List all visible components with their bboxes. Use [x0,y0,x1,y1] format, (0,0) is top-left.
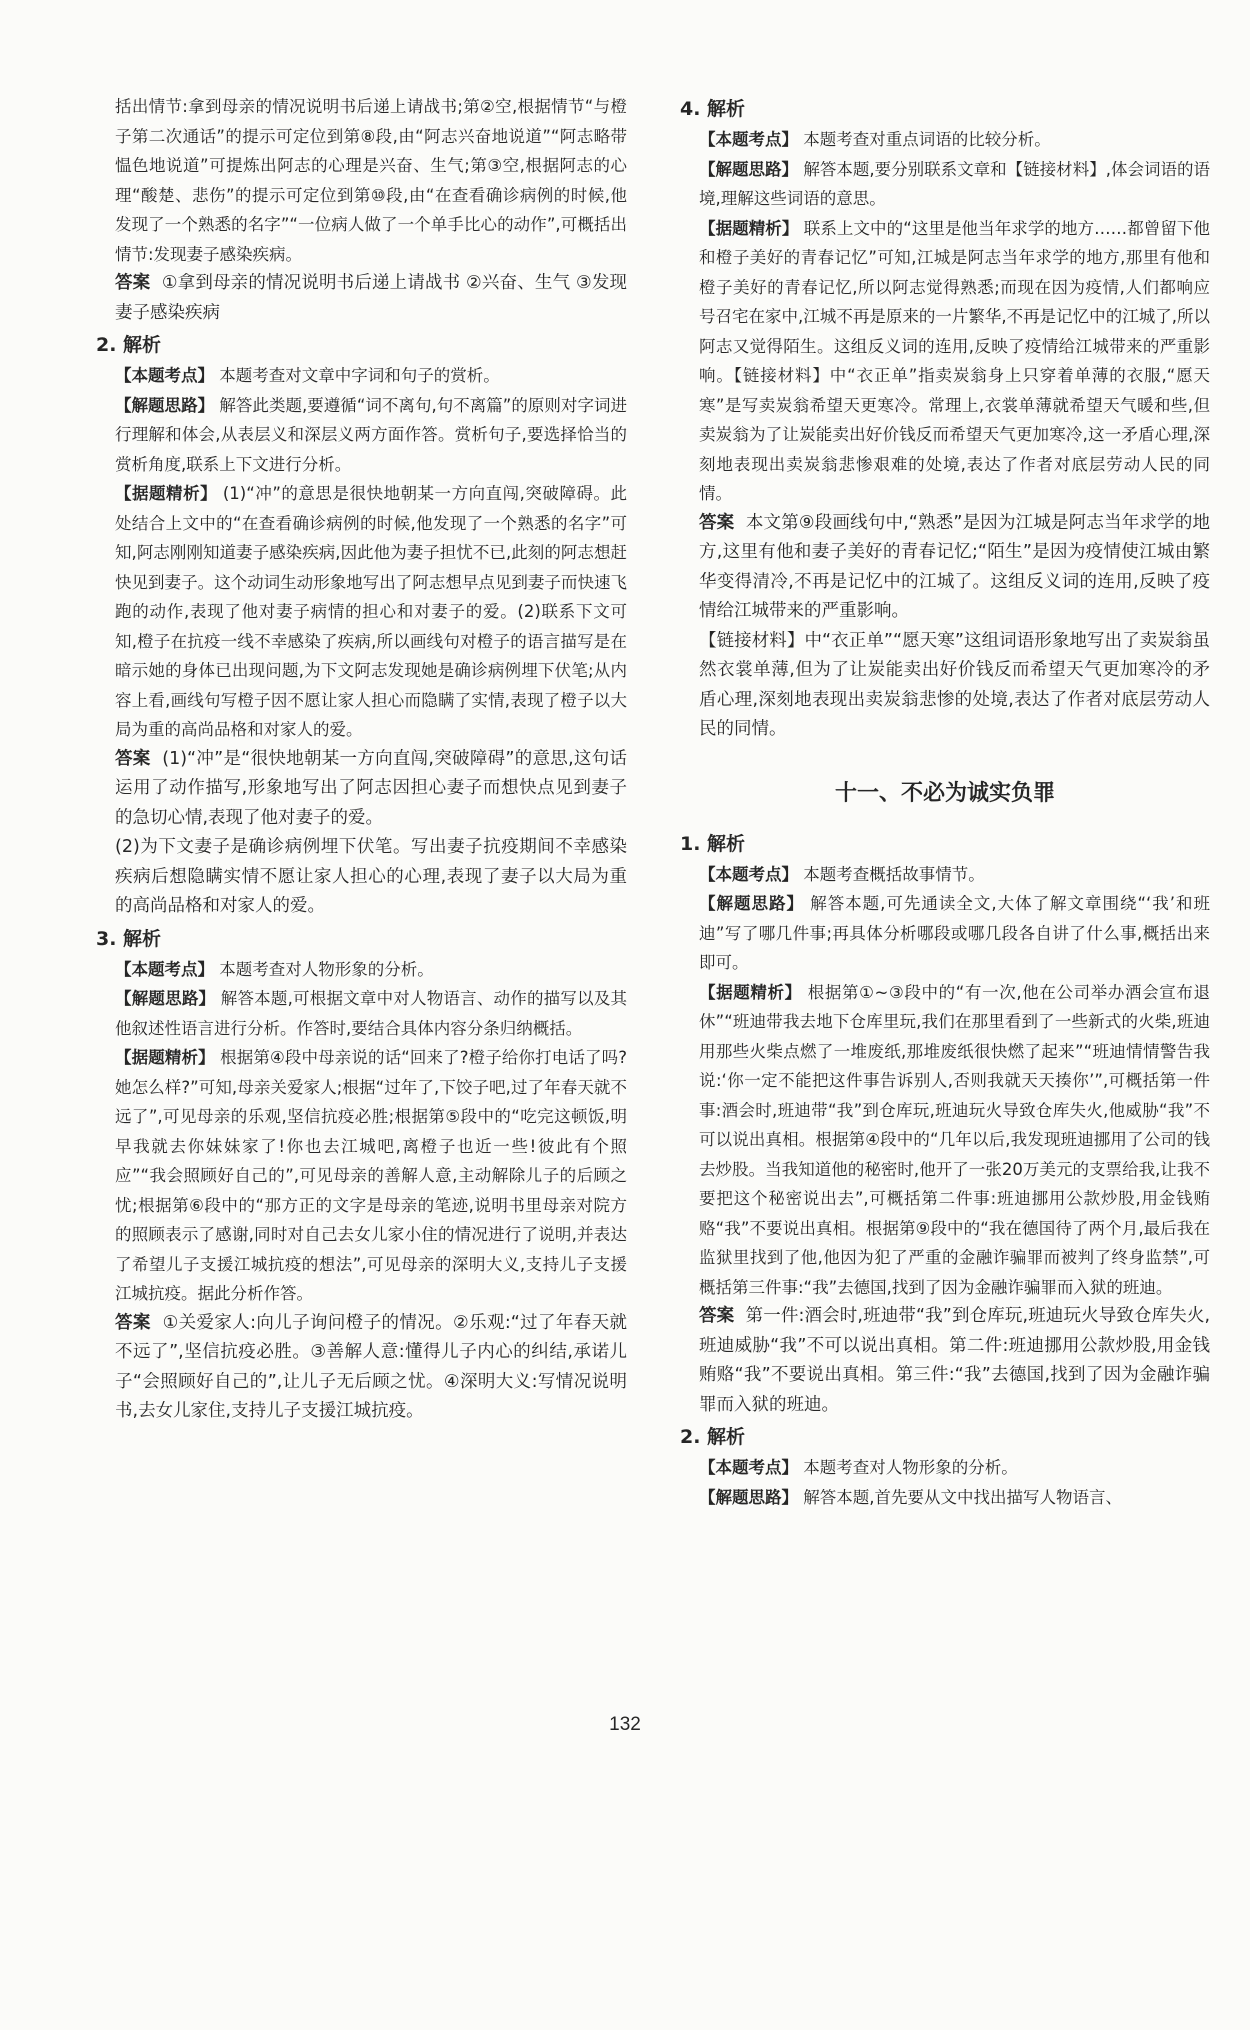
q2-answer [96,745,627,834]
answer-text: ①拿到母亲的情况说明书后递上请战书 ②兴奋、生气 ③发现妻子感染疾病 [115,273,627,323]
s1-idea [680,889,1210,978]
left-column [96,92,627,1427]
tag-label: 【解题思路】 [115,989,216,1008]
q4-answer-2: 【链接材料】中“衣正单”“愿天寒”这组词语形象地写出了卖炭翁虽然衣裳单薄,但为了让炭能卖出好价钱反而希望天气更加寒冷的矛盾心理,深刻地表现出卖炭翁悲惨的处境,表达了作者对底层劳动人民的同情。 [699,630,1210,739]
tag-text: 本题考查对重点词语的比较分析。 [803,130,1051,149]
answer-text: ①关爱家人:向儿子询问橙子的情况。②乐观:“过了年春天就不远了”,坚信抗疫必胜。③善解人意:懂得儿子内心的纠结,承诺儿子“会照顾好自己的”,让儿子无后顾之忧。④深明大义:写情况说明书,去女儿家住,支持儿子支援江城抗疫。 [115,1312,628,1421]
answer-label: 答案 [699,512,735,533]
tag-label: 【解题思路】 [699,1487,798,1507]
q3-point [96,955,627,985]
q2-analysis [96,479,627,745]
tag-text: 解答本题,首先要从文中找出描写人物语言、 [803,1487,1122,1507]
s2-idea [680,1483,1210,1513]
tag-label: 【本题考点】 [699,130,798,149]
s1-analysis [680,978,1210,1303]
tag-text: (1)“冲”的意思是很快地朝某一方向直闯,突破障碍。此处结合上文中的“在查看确诊病例的时候,他发现了一个熟悉的名字”可知,阿志刚刚知道妻子感染疾病,因此他为妻子担忧不已,此刻的阿志想赶快见到妻子。这个动词生动形象地写出了阿志想早点见到妻子而快速飞跑的动作,表现了他对妻子病情的担心和对妻子的爱。(2)联系下文可知,橙子在抗疫一线不幸感染了疾病,所以画线句对橙子的语言描写是在暗示她的身体已出现问题,为下文阿志发现她是确诊病例埋下伏笔;从内容上看,画线句写橙子因不愿让家人担心而隐瞒了实情,表现了橙子以大局为重的高尚品格和对家人的爱。 [115,484,627,739]
q3-answer [96,1309,627,1427]
q2-heading: 2. 解析 [96,334,162,356]
q4-point [680,125,1210,155]
s2-point [680,1453,1210,1483]
tag-text: 本题考查对人物形象的分析。 [219,959,434,979]
tag-text: 解答本题,要分别联系文章和【链接材料】,体会词语的语境,理解这些词语的意思。 [699,159,1210,208]
page-number: 132 [609,1714,641,1735]
tag-text: 本题考查对人物形象的分析。 [803,1458,1018,1477]
q4-heading: 4. 解析 [680,98,746,120]
s1-answer [680,1302,1210,1420]
q2-point [96,361,627,391]
q4-idea [680,155,1210,214]
q3-idea [96,984,627,1043]
answer-label: 答案 [115,748,151,769]
q2-answer-2: (2)为下文妻子是确诊病例埋下伏笔。写出妻子抗疫期间不幸感染疾病后想隐瞒实情不愿让家人担心的心理,表现了妻子以大局为重的高尚品格和对家人的爱。 [115,837,627,916]
tag-label: 【解题思路】 [699,159,799,179]
tag-text: 解答本题,可根据文章中对人物语言、动作的描写以及其他叙述性语言进行分析。作答时,要结合具体内容分条归纳概括。 [115,989,628,1038]
q3-analysis [96,1043,627,1309]
tag-text: 根据第①~③段中的“有一次,他在公司举办酒会宣布退休”“班迪带我去地下仓库里玩,我们在那里看到了一些新式的火柴,班迪用那些火柴点燃了一堆废纸,那堆废纸很快燃了起来”“班迪情情警告我说:‘你一定不能把这件事告诉别人,否则我就天天揍你’”,可概括第一件事:酒会时,班迪带“我”到仓库玩,班迪玩火导致仓库失火,他威胁“我”不可以说出真相。根据第④段中的“几年以后,我发现班迪挪用了公司的钱去炒股。当我知道他的秘密时,他开了一张20万美元的支票给我,让我不要把这个秘密说出去”,可概括第二件事:班迪挪用公款炒股,用金钱贿赂“我”不要说出真相。根据第⑨段中的“我在德国待了两个月,最后我在监狱里找到了他,他因为犯了严重的金融诈骗罪而被判了终身监禁”,可概括第三件事:“我”去德国,找到了因为金融诈骗罪而入狱的班迪。 [699,982,1211,1297]
tag-text: 解答本题,可先通读全文,大体了解文章围绕“‘我’和班迪”写了哪几件事;再具体分析哪段或哪几段各自讲了什么事,概括出来即可。 [699,894,1211,972]
tag-label: 【据题精析】 [115,1048,215,1067]
q4-analysis [680,214,1210,509]
tag-label: 【据题精析】 [115,484,218,503]
tag-text: 根据第④段中母亲说的话“回来了?橙子给你打电话了吗?她怎么样?”可知,母亲关爱家人;根据“过年了,下饺子吧,过了年春天就不远了”,可见母亲的乐观,坚信抗疫必胜;根据第⑤段中的“吃完这顿饭,明早我就去你妹妹家了!你也去江城吧,离橙子也近一些!彼此有个照应”“我会照顾好自己的”,可见母亲的善解人意,主动解除儿子的后顾之忧;根据第⑥段中的“那方正的文字是母亲的笔迹,说明书里母亲对院方的照顾表示了感谢,同时对自己去女儿家小住的情况进行了说明,并表达了希望儿子支援江城抗疫的想法”,可见母亲的深明大义,支持儿子支援江城抗疫。据此分析作答。 [115,1048,628,1303]
tag-label: 【解题思路】 [699,894,804,913]
q1-answer [96,269,627,328]
answer-label: 答案 [115,273,151,293]
tag-text: 本题考查对文章中字词和句子的赏析。 [219,366,500,385]
tag-label: 【本题考点】 [699,1458,798,1477]
tag-label: 【据题精析】 [699,982,802,1002]
section-title: 十一、不必为诚实负罪 [834,780,1055,806]
tag-label: 【本题考点】 [115,366,214,385]
tag-label: 【本题考点】 [699,864,798,884]
tag-label: 【解题思路】 [115,395,215,415]
intro-paragraph: 括出情节:拿到母亲的情况说明书后递上请战书;第②空,根据情节“与橙子第二次通话”的提示可定位到第⑧段,由“阿志兴奋地说道”“阿志略带愠色地说道”可提炼出阿志的心理是兴奋、生气;第③空,根据阿志的心理“酸楚、悲伤”的提示可定位到第⑩段,由“在查看确诊病例的时候,他发现了一个熟悉的名字”“一位病人做了一个单手比心的动作”,可概括出情节:发现妻子感染疾病。 [115,97,627,264]
answer-text: (1)“冲”是“很快地朝某一方向直闯,突破障碍”的意思,这句话运用了动作描写,形象地写出了阿志因担心妻子而想快点见到妻子的急切心情,表现了他对妻子的爱。 [115,748,627,828]
tag-text: 本题考查概括故事情节。 [803,864,985,884]
tag-label: 【本题考点】 [115,959,214,979]
q2-idea [96,391,627,480]
q3-heading: 3. 解析 [96,927,162,950]
tag-label: 【据题精析】 [699,218,799,238]
q4-answer [680,509,1210,627]
tag-text: 联系上文中的“这里是他当年求学的地方……都曾留下他和橙子美好的青春记忆”可知,江城是阿志当年求学的地方,那里有他和橙子美好的青春记忆,所以阿志觉得熟悉;而现在因为疫情,人们都响应号召宅在家中,江城不再是原来的一片繁华,不再是记忆中的江城了,所以阿志又觉得陌生。这组反义词的连用,反映了疫情给江城带来的严重影响。【链接材料】中“衣正单”指卖炭翁身上只穿着单薄的衣服,“愿天寒”是写卖炭翁希望天更寒冷。常理上,衣裳单薄就希望天气暖和些,但卖炭翁为了让炭能卖出好价钱反而希望天气更加寒冷,这一矛盾心理,深刻地表现出卖炭翁悲惨艰难的处境,表达了作者对底层劳动人民的同情。 [699,218,1210,503]
tag-text: 解答此类题,要遵循“词不离句,句不离篇”的原则对字词进行理解和体会,从表层义和深层义两方面作答。赏析句子,要选择恰当的赏析角度,联系上下文进行分析。 [115,395,627,474]
s1-point [680,860,1210,890]
s1-heading: 1. 解析 [680,832,746,855]
s2-heading: 2. 解析 [680,1426,746,1448]
answer-label: 答案 [115,1312,151,1333]
right-column [680,92,1210,1512]
answer-text: 第一件:酒会时,班迪带“我”到仓库玩,班迪玩火导致仓库失火,班迪威胁“我”不可以说出真相。第二件:班迪挪用公款炒股,用金钱贿赂“我”不要说出真相。第三件:“我”去德国,找到了因为金融诈骗罪而入狱的班迪。 [699,1306,1211,1415]
answer-text: 本文第⑨段画线句中,“熟悉”是因为江城是阿志当年求学的地方,这里有他和妻子美好的青春记忆;“陌生”是因为疫情使江城由繁华变得清冷,不再是记忆中的江城了。这组反义词的连用,反映了疫情给江城带来的严重影响。 [699,512,1210,621]
answer-label: 答案 [699,1306,735,1326]
